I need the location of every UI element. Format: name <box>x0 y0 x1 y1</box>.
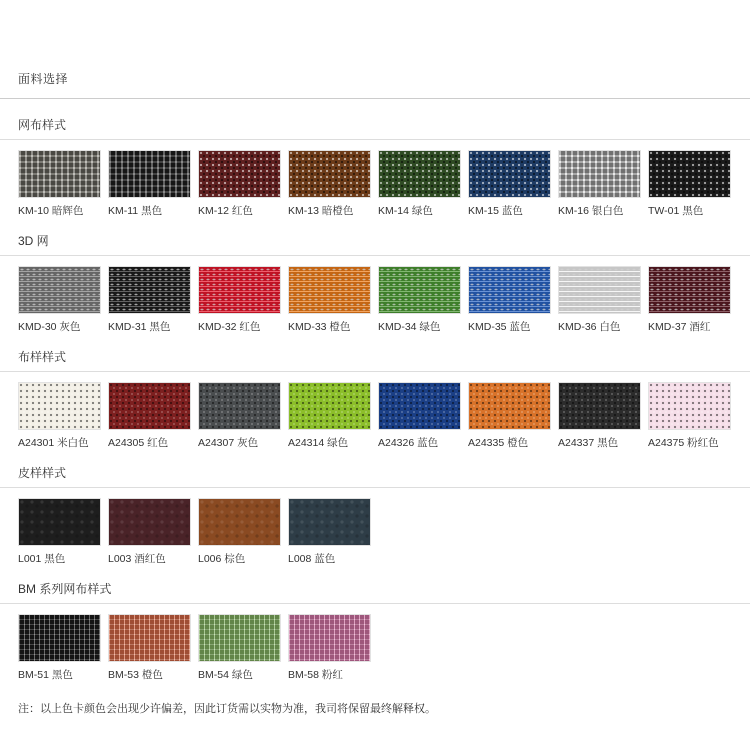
fabric-swatch[interactable] <box>198 266 281 334</box>
swatch-row <box>0 266 750 334</box>
fabric-swatch-label: A24314 绿色 <box>288 437 349 449</box>
fabric-swatch-label: KMD-35 蓝色 <box>468 321 531 333</box>
fabric-swatch-image[interactable] <box>18 498 101 546</box>
fabric-swatch[interactable] <box>18 150 101 218</box>
section-heading: 3D 网 <box>18 234 49 248</box>
fabric-swatch-image[interactable] <box>468 266 551 314</box>
fabric-swatch[interactable] <box>198 150 281 218</box>
fabric-swatch-label: BM-53 橙色 <box>108 669 163 681</box>
fabric-swatch[interactable] <box>558 382 641 450</box>
fabric-swatch-image[interactable] <box>648 266 731 314</box>
fabric-swatch-image[interactable] <box>198 614 281 662</box>
fabric-swatch[interactable] <box>108 614 191 682</box>
fabric-swatch-label: L003 酒红色 <box>108 553 166 565</box>
fabric-swatch[interactable] <box>558 266 641 334</box>
fabric-swatch[interactable] <box>288 614 371 682</box>
fabric-swatch[interactable] <box>378 266 461 334</box>
fabric-swatch-label: L006 棕色 <box>198 553 246 565</box>
fabric-swatch-label: A24375 粉红色 <box>648 437 719 449</box>
fabric-section <box>0 456 750 566</box>
fabric-swatch[interactable] <box>648 266 731 334</box>
fabric-swatch-label: A24335 橙色 <box>468 437 529 449</box>
section-divider <box>0 139 750 140</box>
section-heading: 布样样式 <box>18 350 67 364</box>
fabric-swatch-label: L008 蓝色 <box>288 553 336 565</box>
swatch-row <box>0 614 750 682</box>
section-divider <box>0 371 750 372</box>
fabric-swatch-label: KMD-34 绿色 <box>378 321 441 333</box>
fabric-swatch-label: KMD-36 白色 <box>558 321 621 333</box>
fabric-swatch-image[interactable] <box>558 150 641 198</box>
fabric-swatch[interactable] <box>378 150 461 218</box>
fabric-swatch-image[interactable] <box>468 382 551 430</box>
fabric-swatch-image[interactable] <box>108 382 191 430</box>
fabric-swatch[interactable] <box>468 266 551 334</box>
fabric-swatch-label: TW-01 黑色 <box>648 205 704 217</box>
swatch-row <box>0 498 750 566</box>
fabric-swatch[interactable] <box>378 382 461 450</box>
fabric-swatch-image[interactable] <box>288 614 371 662</box>
fabric-swatch-label: KM-14 绿色 <box>378 205 433 217</box>
fabric-swatch-label: BM-58 粉红 <box>288 669 343 681</box>
fabric-section <box>0 108 750 218</box>
fabric-swatch[interactable] <box>288 498 371 566</box>
fabric-swatch-image[interactable] <box>378 266 461 314</box>
fabric-swatch-label: KM-11 黑色 <box>108 205 163 217</box>
section-divider <box>0 255 750 256</box>
section-divider <box>0 487 750 488</box>
fabric-swatch-label: KMD-32 红色 <box>198 321 261 333</box>
fabric-swatch-label: KMD-31 黑色 <box>108 321 171 333</box>
fabric-swatch[interactable] <box>468 150 551 218</box>
fabric-swatch-image[interactable] <box>468 150 551 198</box>
fabric-swatch[interactable] <box>558 150 641 218</box>
fabric-swatch[interactable] <box>108 150 191 218</box>
fabric-swatch-label: KMD-30 灰色 <box>18 321 81 333</box>
fabric-section <box>0 224 750 334</box>
fabric-swatch-image[interactable] <box>378 382 461 430</box>
fabric-swatch[interactable] <box>288 382 371 450</box>
fabric-swatch-image[interactable] <box>648 382 731 430</box>
page-title: 面料选择 <box>18 72 69 86</box>
fabric-swatch-image[interactable] <box>198 498 281 546</box>
fabric-swatch-image[interactable] <box>288 150 371 198</box>
fabric-section <box>0 572 750 682</box>
swatch-row <box>0 150 750 218</box>
title-divider <box>0 98 750 99</box>
section-divider <box>0 603 750 604</box>
sections-container <box>0 108 750 688</box>
fabric-swatch[interactable] <box>18 266 101 334</box>
fabric-swatch[interactable] <box>108 382 191 450</box>
disclaimer-note: 注：以上色卡颜色会出现少许偏差，因此订货需以实物为准，我司将保留最终解释权。 <box>18 703 436 715</box>
fabric-swatch-image[interactable] <box>198 150 281 198</box>
fabric-swatch-label: A24337 黑色 <box>558 437 619 449</box>
fabric-swatch-label: L001 黑色 <box>18 553 66 565</box>
fabric-swatch-image[interactable] <box>558 382 641 430</box>
fabric-swatch-label: KMD-33 橙色 <box>288 321 351 333</box>
fabric-swatch-image[interactable] <box>108 498 191 546</box>
section-heading: 网布样式 <box>18 118 67 132</box>
fabric-swatch-image[interactable] <box>18 382 101 430</box>
fabric-swatch[interactable] <box>648 150 731 218</box>
fabric-swatch-image[interactable] <box>198 382 281 430</box>
fabric-section <box>0 340 750 450</box>
fabric-swatch-image[interactable] <box>18 266 101 314</box>
section-heading: BM 系列网布样式 <box>18 582 112 596</box>
fabric-swatch-label: BM-51 黑色 <box>18 669 73 681</box>
section-heading: 皮样样式 <box>18 466 67 480</box>
fabric-swatch[interactable] <box>108 266 191 334</box>
fabric-swatch-label: KM-12 红色 <box>198 205 253 217</box>
fabric-swatch[interactable] <box>198 382 281 450</box>
fabric-swatch-image[interactable] <box>108 150 191 198</box>
fabric-swatch-image[interactable] <box>558 266 641 314</box>
fabric-swatch-label: A24307 灰色 <box>198 437 259 449</box>
fabric-swatch-image[interactable] <box>288 498 371 546</box>
fabric-swatch[interactable] <box>108 498 191 566</box>
fabric-swatch[interactable] <box>288 150 371 218</box>
fabric-swatch[interactable] <box>648 382 731 450</box>
fabric-swatch-label: KM-10 暗辉色 <box>18 205 84 217</box>
fabric-swatch[interactable] <box>18 382 101 450</box>
fabric-swatch-label: A24305 红色 <box>108 437 169 449</box>
fabric-swatch-label: A24301 米白色 <box>18 437 89 449</box>
fabric-swatch[interactable] <box>18 498 101 566</box>
fabric-swatch-label: KMD-37 酒红 <box>648 321 711 333</box>
fabric-swatch[interactable] <box>18 614 101 682</box>
fabric-swatch-label: KM-16 银白色 <box>558 205 624 217</box>
fabric-swatch-image[interactable] <box>378 150 461 198</box>
fabric-swatch-image[interactable] <box>18 614 101 662</box>
fabric-swatch-image[interactable] <box>648 150 731 198</box>
fabric-swatch-image[interactable] <box>18 150 101 198</box>
fabric-swatch-image[interactable] <box>108 614 191 662</box>
fabric-swatch-label: KM-13 暗橙色 <box>288 205 354 217</box>
fabric-swatch[interactable] <box>198 614 281 682</box>
fabric-swatch[interactable] <box>468 382 551 450</box>
swatch-row <box>0 382 750 450</box>
fabric-swatch-image[interactable] <box>288 266 371 314</box>
fabric-swatch-image[interactable] <box>288 382 371 430</box>
fabric-swatch-label: BM-54 绿色 <box>198 669 253 681</box>
fabric-swatch-label: KM-15 蓝色 <box>468 205 523 217</box>
fabric-swatch-label: A24326 蓝色 <box>378 437 439 449</box>
fabric-swatch[interactable] <box>198 498 281 566</box>
fabric-swatch-image[interactable] <box>108 266 191 314</box>
fabric-swatch-image[interactable] <box>198 266 281 314</box>
fabric-swatch[interactable] <box>288 266 371 334</box>
